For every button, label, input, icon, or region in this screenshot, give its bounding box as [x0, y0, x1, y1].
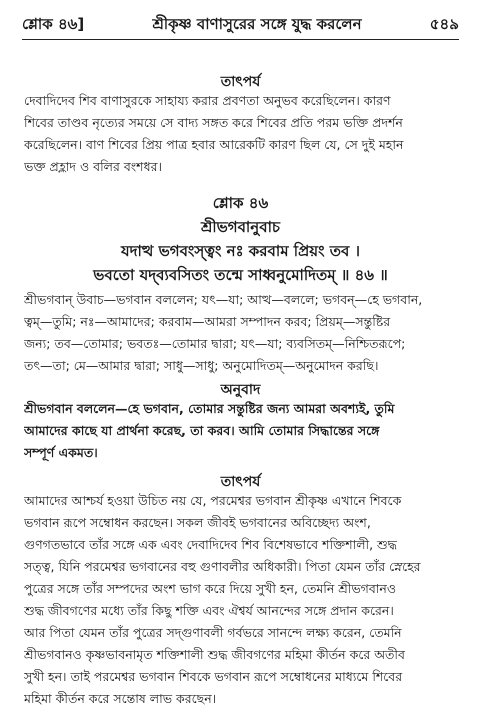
purport2-line: আর পিতা যেমন তাঁর পুত্রের সদ্‌গুণাবলী গর্বভরে সানন্দে লক্ষ্য করেন, তেমনি: [24, 625, 402, 640]
purport1-line: শিবের তাণ্ডব নৃত্যের সময়ে সে বাদ্য সঙ্গত করে শিবের প্রতি পরম ভক্তি প্রদর্শন: [24, 115, 403, 130]
purport2-line: শ্রীভগবানও কৃষ্ণভাবনামৃত শক্তিশালী শুদ্ধ জীবগণের মহিমা কীর্তন করে অতীব: [24, 647, 405, 662]
purport-paragraph-2: [24, 490, 459, 710]
translation-line: আমাদের কাছে যা প্রার্থনা করেছ, তা করব। আমি তোমার সিদ্ধান্তের সঙ্গে: [24, 423, 380, 438]
translation-paragraph: [24, 398, 459, 464]
purport2-line: শুদ্ধ জীবগণের মধ্যে তাঁর কিছু শক্তি এবং ঐশ্বর্য আনন্দের সঙ্গে প্রদান করেন।: [24, 603, 394, 618]
purport-paragraph-1: [24, 90, 459, 178]
purport2-line: আমাদের আশ্চর্য হওয়া উচিত নয় যে, পরমেশ্বর ভগবান শ্রীকৃষ্ণ এখানে শিবকে: [24, 493, 402, 508]
purport2-line: গুণগতভাবে তাঁর সঙ্গে এক এবং দেবাদিদেব শিব বিশেষভাবে শক্তিশালী, শুদ্ধ: [24, 537, 397, 552]
synonyms-line: শ্রীভগবান্‌ উবাচ—ভগবান বললেন; যৎ—যা; আত্থ—বললে; ভগবন্‌—হে ভগবান,: [24, 292, 423, 307]
translation-line: সম্পূর্ণ একমত।: [24, 445, 98, 460]
purport2-line: ভগবান রূপে সম্বোধন করছেন। সকল জীবই ভগবানের অবিচ্ছেদ্য অংশ,: [24, 515, 371, 530]
header-rule: [22, 39, 459, 40]
header-chapter-title: শ্রীকৃষ্ণ বাণাসুরের সঙ্গে যুদ্ধ করলেন: [152, 14, 362, 33]
purport1-line: ভক্ত প্রহ্লাদ ও বলির বংশধর।: [24, 159, 162, 174]
header-verse-ref: শ্লোক ৪৬]: [22, 14, 85, 33]
verse-line-1: যদাত্থ ভগবংস্ত্বং নঃ করবাম প্রিয়ং তব ।: [120, 242, 360, 260]
purport1-line: করেছিলেন। বাণ শিবের প্রিয় পাত্র হবার আরেকটি কারণ ছিল যে, সে দুই মহান: [24, 137, 404, 152]
header-page-number: ৫৪৯: [429, 14, 459, 33]
purport-heading-2: তাৎপর্য: [220, 474, 261, 490]
purport-heading-1: তাৎপর্য: [220, 74, 261, 90]
translation-line: শ্রীভগবান বললেন—হে ভগবান, তোমার সন্তুষ্টির জন্য আমরা অবশ্যই, তুমি: [24, 401, 395, 416]
purport2-line: সুখী হন। তাই পরমেশ্বর ভগবান শিবকে ভগবান রূপে সম্বোধনের মাধ্যমে শিবের: [24, 669, 403, 684]
verse-speaker: শ্রীভগবানুবাচ: [200, 218, 281, 236]
synonyms-line: তৎ—তা; মে—আমার দ্বারা; সাধু—সাধু; অনুমোদিতম্‌—অনুমোদন করছি।: [24, 358, 379, 373]
purport2-line: পুত্রের সঙ্গে তাঁর সম্পদের অংশ ভাগ করে দিয়ে সুখী হন, তেমনি শ্রীভগবানও: [24, 581, 397, 596]
page-header: [22, 14, 459, 36]
synonyms-paragraph: [24, 289, 459, 377]
synonyms-line: ত্বম্‌—তুমি; নঃ—আমাদের; করবাম—আমরা সম্পাদন করব; প্রিয়ম্‌—সন্তুষ্টির: [24, 314, 391, 329]
translation-heading: অনুবাদ: [220, 382, 261, 398]
verse-number: শ্লোক ৪৬: [212, 194, 269, 212]
purport2-line: মহিমা কীর্তন করে সন্তোষ লাভ করছেন।: [24, 691, 217, 706]
purport2-line: সত্ত্ব, যিনি পরমেশ্বর ভগবানের বহু গুণাবলীর অধিকারী। পিতা যেমন তাঁর স্নেহের: [24, 559, 421, 574]
synonyms-line: জন্য; তব—তোমার; ভবতঃ—তোমার দ্বারা; যৎ—যা; ব্যবসিতম্‌—নিশ্চিতরূপে;: [24, 336, 406, 351]
purport1-line: দেবাদিদেব শিব বাণাসুরকে সাহায্য করার প্রবণতা অনুভব করেছিলেন। কারণ: [24, 93, 391, 108]
verse-line-2: ভবতো যদ্‌ব্যবসিতং তন্মে সাধ্বনুমোদিতম্‌ ॥ ৪৬ ॥: [93, 266, 388, 284]
